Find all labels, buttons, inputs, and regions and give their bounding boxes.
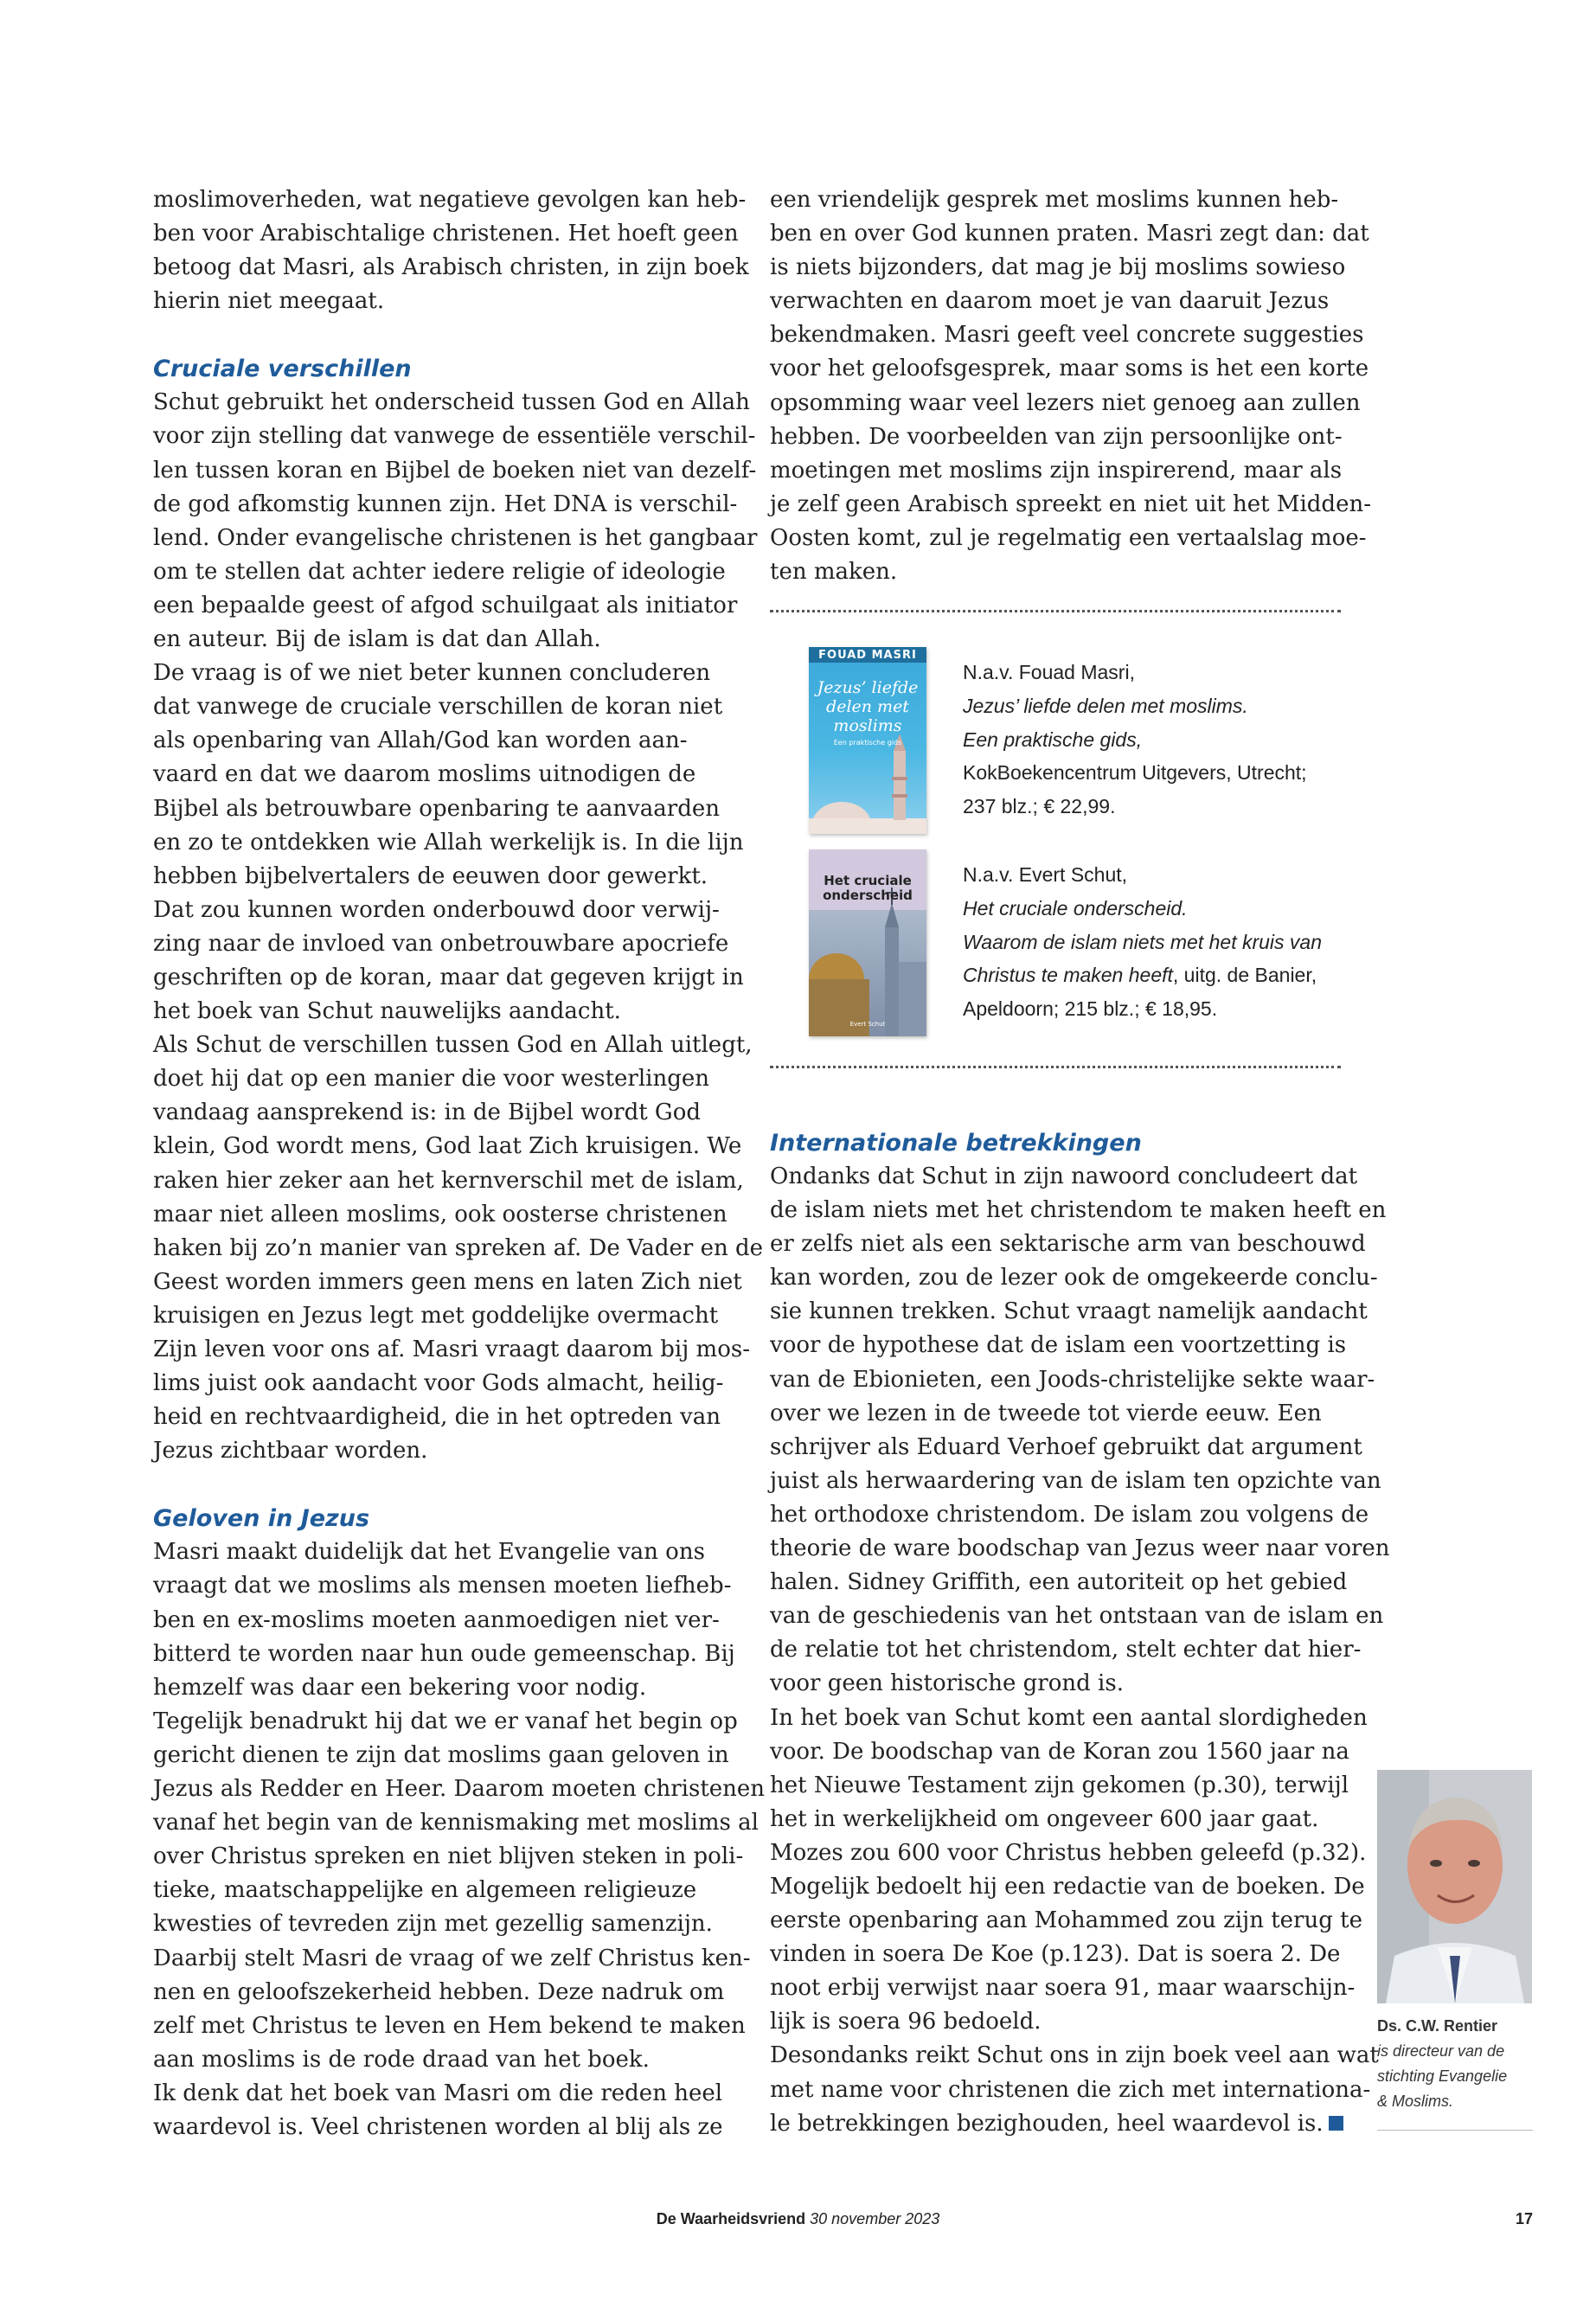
cover-author: Evert Schut	[849, 1021, 886, 1028]
paragraph: een vriendelijk gesprek met moslims kunnen heb- ben en over God kunnen praten. Masri zegt dan: dat is niets bijzonders, dat mag je bij moslims sowieso verwachten en daarom moet je van daaruit Jezus bekendmaken. Masri geeft veel concrete suggesties voor het geloofsgesprek, maar soms is het een korte opsomming waar veel lezers niet genoeg aan zullen hebben. De voorbeelden van zijn persoonlijke ont- moetingen met moslims zijn inspirerend, maar als je zelf geen Arabisch spreekt en niet uit het Midden- Oosten komt, zul je regelmatig een vertaalslag moe- ten maken.	[770, 187, 1371, 586]
book-info-schut: N.a.v. Evert Schut, Het cruciale onderscheid. Waarom de islam niets met het kruis van Christus te maken heeft, uitg. de Banier, Apeldoorn; 215 blz.; € 18,95.	[963, 863, 1323, 1021]
footer-publication	[0, 2210, 1596, 2228]
section-heading-geloven-in-jezus: Geloven in Jezus	[153, 1505, 370, 1533]
paragraph: Tegelijk benadrukt hij dat we er vanaf het begin op gericht dienen te zijn dat moslims gaan geloven in Jezus als Redder en Heer. Daarom moeten christenen vanaf het begin van de kennismaking met moslims al over Christus spreken en niet blijven steken in poli- tieke, maatschappelijke en algemeen religieuze kwesties of tevreden zijn met gezellig samenzijn. Daarbij stelt Masri de vraag of we zelf Christus ken- nen en geloofszekerheid hebben. Deze nadruk om zelf met Christus te leven en Hem bekend te maken aan moslims is de rode draad van het boek.	[153, 1708, 766, 2073]
magazine-name: De Waarheidsvriend	[656, 2210, 806, 2227]
cover-title: Het cruciale onderscheid	[823, 873, 913, 903]
paragraph: De vraag is of we niet beter kunnen concluderen dat vanwege de cruciale verschillen de koran niet als openbaring van Allah/God kan worden aan- vaard en dat we daarom moslims uitnodigen de Bijbel als betrouwbare openbaring te aanvaarden en zo te ontdekken wie Allah werkelijk is. In die lijn hebben bijbelvertalers de eeuwen door gewerkt. Dat zou kunnen worden onderbouwd door verwij- zing naar de invloed van onbetrouwbare apocriefe geschriften op de koran, maar dat gegeven krijgt in het boek van Schut nauwelijks aandacht.	[153, 660, 744, 1025]
page-number: 17	[1516, 2210, 1534, 2227]
cover-title: Jezus’ liefde delen met moslims	[817, 678, 919, 735]
dotted-divider	[770, 1066, 1341, 1068]
book-cover-schut	[809, 849, 926, 1036]
author-caption: Ds. C.W. Rentier is directeur van de stichting Evangelie & Moslims.	[1377, 2014, 1533, 2114]
section-heading-internationale-betrekkingen: Internationale betrekkingen	[770, 1130, 1142, 1157]
paragraph: Masri maakt duidelijk dat het Evangelie van ons vraagt dat we moslims als mensen moeten liefheb- ben en ex-moslims moeten aanmoedigen niet ver- bitterd te worden naar hun oude gemeenschap. Bij hemzelf was daar een bekering voor nodig.	[153, 1539, 735, 1701]
end-of-article-square-icon	[1329, 2116, 1343, 2131]
paragraph: Als Schut de verschillen tussen God en Allah uitlegt, doet hij dat op een manier die voor westerlingen vandaag aansprekend is: in de Bijbel wordt God klein, God wordt mens, God laat Zich kruisigen. We raken hier zeker aan het kernverschil met de islam, maar niet alleen moslims, ook oosterse christenen haken bij zo’n manier van spreken af. De Vader en de Geest worden immers geen mens en laten Zich niet kruisigen en Jezus legt met goddelijke overmacht Zijn leven voor ons af. Masri vraagt daarom bij mos- lims juist ook aandacht voor Gods almacht, heilig- heid en rechtvaardigheid, die in het optreden van Jezus zichtbaar worden.	[153, 1032, 764, 1465]
paragraph: moslimoverheden, wat negatieve gevolgen kan heb- ben voor Arabischtalige christenen. Het hoeft geen betoog dat Masri, als Arabisch christen, in zijn boek hierin niet meegaat.	[153, 187, 749, 315]
right-column-bottom	[770, 1126, 1390, 2141]
paragraph: Schut gebruikt het onderscheid tussen God en Allah voor zijn stelling dat vanwege de essentiële verschil- len tussen koran en Bijbel de boeken niet van dezelf- de god afkomstig kunnen zijn. Het DNA is verschil- lend. Onder evangelische christenen is het gangbaar om te stellen dat achter iedere religie of ideologie een bepaalde geest of afgod schuilgaat als initiator en auteur. Bij de islam is dat dan Allah.	[153, 389, 758, 653]
cover-subtitle: Een praktische gids	[833, 739, 902, 747]
paragraph: Ondanks dat Schut in zijn nawoord concludeert dat de islam niets met het christendom te maken heeft en er zelfs niet als een sektarische arm van beschouwd kan worden, zou de lezer ook de omgekeerde conclu- sie kunnen trekken. Schut vraagt namelijk aandacht voor de hypothese dat de islam een voortzetting is van de Ebionieten, een Joods-christelijke sekte waar- over we lezen in de tweede tot vierde eeuw. Een schrijver als Eduard Verhoef gebruikt dat argument juist als herwaardering van de islam ten opzichte van het orthodoxe christendom. De islam zou volgens de theorie de ware boodschap van Jezus weer naar voren halen. Sidney Griffith, een autoriteit op het gebied van de geschiedenis van het ontstaan van de islam en de relatie tot het christendom, stelt echter dat hier- voor geen historische grond is.	[770, 1163, 1390, 1697]
paragraph: Ik denk dat het boek van Masri om die reden heel waardevol is. Veel christenen worden al blij als ze	[153, 2080, 723, 2140]
paragraph: Desondanks reikt Schut ons in zijn boek veel aan wat met name voor christenen die zich met internationa- le betrekkingen bezighouden, heel waardevol is.	[770, 2042, 1379, 2137]
cover-author: FOUAD MASRI	[818, 649, 917, 662]
right-column-top	[770, 183, 1371, 589]
caption-divider	[1377, 2130, 1533, 2131]
author-name: Ds. C.W. Rentier	[1377, 2017, 1498, 2035]
left-column	[153, 183, 766, 2144]
paragraph: In het boek van Schut komt een aantal slordigheden voor. De boodschap van de Koran zou 1560 jaar na het Nieuwe Testament zijn gekomen (p.30), terwijl het in werkelijkheid om ongeveer 600 jaar gaat. Mozes zou 600 voor Christus hebben geleefd (p.32). Mogelijk bedoelt hij een redactie van de boeken. De eerste openbaring aan Mohammed zou zijn terug te vinden in soera De Koe (p.123). Dat is soera 2. De noot erbij verwijst naar soera 91, maar waarschijn- lijk is soera 96 bedoeld.	[770, 1704, 1368, 2035]
issue-date: 30 november 2023	[810, 2210, 940, 2227]
author-photo	[1377, 1770, 1532, 2003]
dotted-divider	[770, 610, 1341, 612]
book-cover-masri	[809, 647, 926, 834]
book-info-masri: N.a.v. Fouad Masri, Jezus’ liefde delen met moslims. Een praktische gids, KokBoekencentrum Uitgevers, Utrecht; 237 blz.; € 22,99.	[963, 661, 1307, 818]
author-portrait-illustration	[1377, 1770, 1532, 2003]
section-heading-cruciale-verschillen: Cruciale verschillen	[153, 356, 412, 383]
